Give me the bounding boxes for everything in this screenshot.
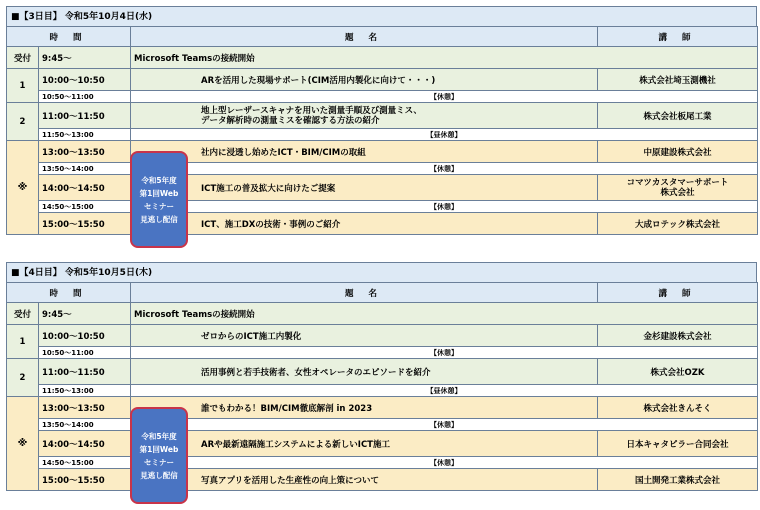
break-label: 【休憩】: [131, 201, 758, 213]
session-row: [7, 103, 758, 129]
break-time: 13:50～14:00: [39, 419, 131, 431]
badge-line: 見逃し配信: [140, 470, 178, 480]
reception-time: 9:45～: [39, 303, 131, 325]
break-label: 【昼休憩】: [131, 129, 758, 141]
badge-line: セミナー: [144, 201, 174, 211]
session-lecturer: 株式会社きんそく: [598, 397, 758, 419]
session-lecturer: 日本キャタピラー合同会社: [598, 431, 758, 457]
reception-text: Microsoft Teamsの接続開始: [131, 47, 758, 69]
session-time: 13:00～13:50: [39, 397, 131, 419]
session-row: [7, 175, 758, 201]
break-label: 【休憩】: [131, 91, 758, 103]
session-row: [7, 69, 758, 91]
lecturer-line: 株式会社: [660, 187, 695, 198]
break-row: [7, 201, 758, 213]
reception-text: Microsoft Teamsの接続開始: [131, 303, 758, 325]
session-time: 11:00～11:50: [39, 103, 131, 129]
session-number: 2: [7, 103, 39, 141]
reception-row: [7, 47, 758, 69]
break-row: [7, 457, 758, 469]
schedule-table: [6, 26, 758, 235]
topic-line: データ解析時の測量ミスを確認する方法の紹介: [201, 115, 380, 126]
break-label: 【昼休憩】: [131, 385, 758, 397]
session-time: 11:00～11:50: [39, 359, 131, 385]
session-lecturer: 大成ロテック株式会社: [598, 213, 758, 235]
session-row: [7, 469, 758, 491]
session-number: 1: [7, 69, 39, 103]
session-lecturer: 株式会社埼玉測機社: [598, 69, 758, 91]
session-topic: ゼロからのICT施工内製化: [131, 325, 598, 347]
topic-line: 地上型レーザースキャナを用いた測量手順及び測量ミス、: [201, 105, 422, 116]
badge-line: 第1回Web: [139, 188, 179, 198]
day4-schedule: [6, 262, 757, 491]
break-time: 14:50～15:00: [39, 201, 131, 213]
session-lecturer: 株式会社板尾工業: [598, 103, 758, 129]
session-time: 10:00～10:50: [39, 325, 131, 347]
badge-line: 第1回Web: [139, 444, 179, 454]
session-lecturer: 国土開発工業株式会社: [598, 469, 758, 491]
topic-header: 題 名: [131, 283, 598, 303]
reception-label: 受付: [7, 47, 39, 69]
badge-line: 見逃し配信: [140, 214, 178, 224]
session-number: 2: [7, 359, 39, 397]
session-row: [7, 213, 758, 235]
session-lecturer: 金杉建設株式会社: [598, 325, 758, 347]
reception-label: 受付: [7, 303, 39, 325]
session-row: [7, 397, 758, 419]
session-time: 15:00～15:50: [39, 213, 131, 235]
session-time: 13:00～13:50: [39, 141, 131, 163]
break-label: 【休憩】: [131, 163, 758, 175]
badge-line: セミナー: [144, 457, 174, 467]
session-row: [7, 359, 758, 385]
session-time: 14:00～14:50: [39, 431, 131, 457]
day-title: ■【3日目】 令和5年10月4日(水): [6, 6, 757, 26]
session-time: 10:00～10:50: [39, 69, 131, 91]
session-topic: ARを活用した現場サポート(CIM活用内製化に向けて・・・): [131, 69, 598, 91]
topic-header: 題 名: [131, 27, 598, 47]
session-row: [7, 141, 758, 163]
header-row: [7, 27, 758, 47]
break-time: 10:50～11:00: [39, 91, 131, 103]
webinar-replay-badge: [130, 407, 188, 504]
break-time: 13:50～14:00: [39, 163, 131, 175]
session-row: [7, 325, 758, 347]
session-topic: 活用事例と若手技術者、女性オペレータのエピソードを紹介: [131, 359, 598, 385]
day3-schedule: [6, 6, 757, 235]
lecturer-header: 講 師: [598, 283, 758, 303]
time-header: 時 間: [7, 27, 131, 47]
badge-line: 令和5年度: [141, 175, 177, 185]
session-lecturer: 株式会社OZK: [598, 359, 758, 385]
break-row: [7, 419, 758, 431]
session-lecturer: 中原建設株式会社: [598, 141, 758, 163]
break-label: 【休憩】: [131, 457, 758, 469]
reception-time: 9:45～: [39, 47, 131, 69]
break-row: [7, 163, 758, 175]
session-topic: ICT施工の普及拡大に向けたご提案: [131, 175, 598, 201]
break-time: 14:50～15:00: [39, 457, 131, 469]
day-title: ■【4日目】 令和5年10月5日(木): [6, 262, 757, 282]
time-header: 時 間: [7, 283, 131, 303]
lecturer-header: 講 師: [598, 27, 758, 47]
reception-row: [7, 303, 758, 325]
break-label: 【休憩】: [131, 347, 758, 359]
break-time: 11:50～13:00: [39, 129, 131, 141]
break-row: [7, 347, 758, 359]
webinar-mark: ※: [7, 141, 39, 235]
lunch-break-row: [7, 129, 758, 141]
session-number: 1: [7, 325, 39, 359]
webinar-mark: ※: [7, 397, 39, 491]
session-topic: ARや最新遠隔施工システムによる新しいICT施工: [131, 431, 598, 457]
lecturer-line: コマツカスタマーサポート: [626, 177, 729, 188]
badge-line: 令和5年度: [141, 431, 177, 441]
session-topic: [131, 103, 598, 129]
lunch-break-row: [7, 385, 758, 397]
webinar-replay-badge: [130, 151, 188, 248]
break-time: 11:50～13:00: [39, 385, 131, 397]
header-row: [7, 283, 758, 303]
break-time: 10:50～11:00: [39, 347, 131, 359]
session-topic: 社内に浸透し始めたICT・BIM/CIMの取組: [131, 141, 598, 163]
session-topic: 写真アプリを活用した生産性の向上策について: [131, 469, 598, 491]
break-row: [7, 91, 758, 103]
session-lecturer: [598, 175, 758, 201]
break-label: 【休憩】: [131, 419, 758, 431]
session-time: 14:00～14:50: [39, 175, 131, 201]
session-topic: 誰でもわかる！BIM/CIM徹底解剖 in 2023: [131, 397, 598, 419]
session-time: 15:00～15:50: [39, 469, 131, 491]
session-row: [7, 431, 758, 457]
session-topic: ICT、施工DXの技術・事例のご紹介: [131, 213, 598, 235]
schedule-table: [6, 282, 758, 491]
